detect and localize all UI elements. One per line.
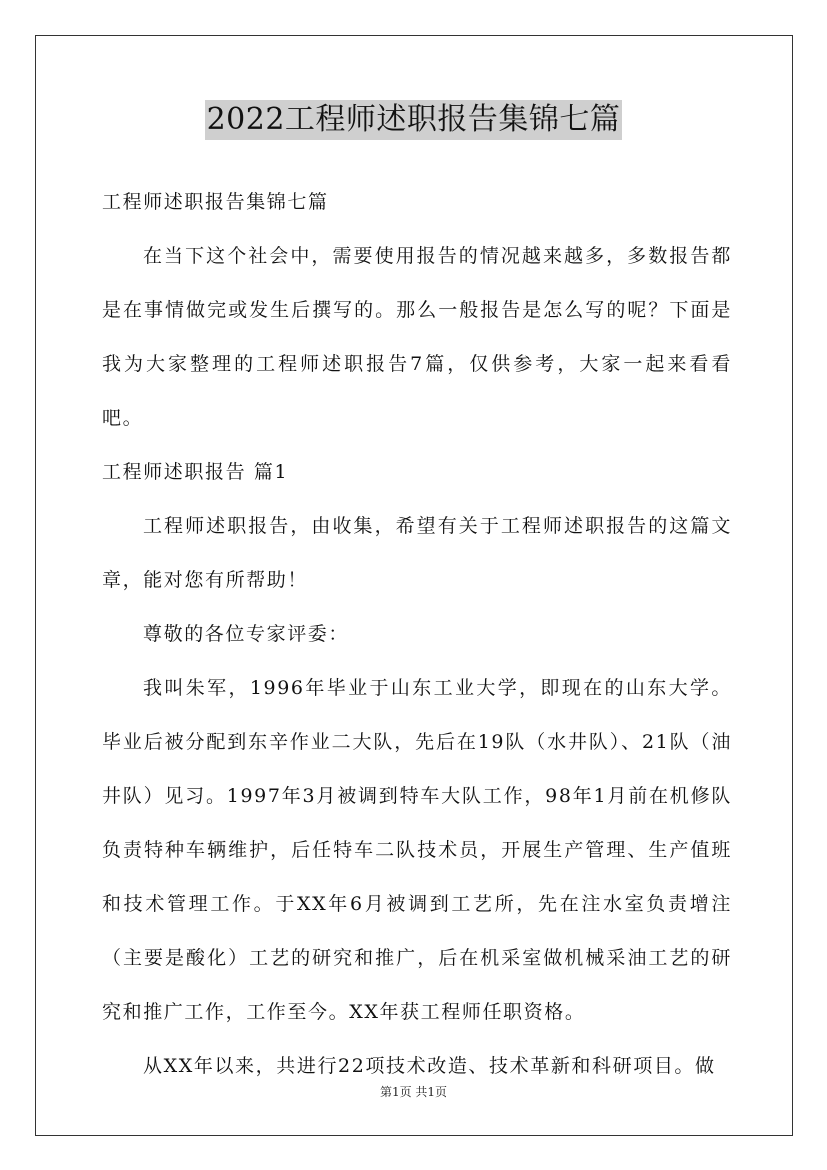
paragraph: 我叫朱军，1996年毕业于山东工业大学，即现在的山东大学。毕业后被分配到东辛作业二大队，先后在19队（水井队）、21队（油井队）见习。1997年3月被调到特车大队工作，98年1月前在机修队负责特种车辆维护，后任特车二队技术员，开展生产管理、生产值班和技术管理工作。于XX年6月被调到工艺所，先在注水室负责增注（主要是酸化）工艺的研究和推广，后在机采室做机械采油工艺的研究和推广工作，工作至今。XX年获工程师任职资格。 <box>102 677 732 1023</box>
paragraph: 工程师述职报告，由收集，希望有关于工程师述职报告的这篇文章，能对您有所帮助！ <box>102 515 732 591</box>
paragraph: 从XX年以来，共进行22项技术改造、技术革新和科研项目。做 <box>143 1055 716 1077</box>
document-body <box>102 175 732 1093</box>
title-container <box>0 100 827 140</box>
document-title: 2022工程师述职报告集锦七篇 <box>205 100 623 140</box>
section-heading: 工程师述职报告 篇1 <box>102 461 289 483</box>
paragraph-heading: 工程师述职报告集锦七篇 <box>102 191 329 213</box>
page-footer: 第1页 共1页 <box>379 1085 448 1099</box>
salutation: 尊敬的各位专家评委： <box>143 623 350 645</box>
paragraph-intro: 在当下这个社会中，需要使用报告的情况越来越多，多数报告都是在事情做完或发生后撰写的。那么一般报告是怎么写的呢？下面是我为大家整理的工程师述职报告7篇，仅供参考，大家一起来看看吧。 <box>102 245 732 429</box>
